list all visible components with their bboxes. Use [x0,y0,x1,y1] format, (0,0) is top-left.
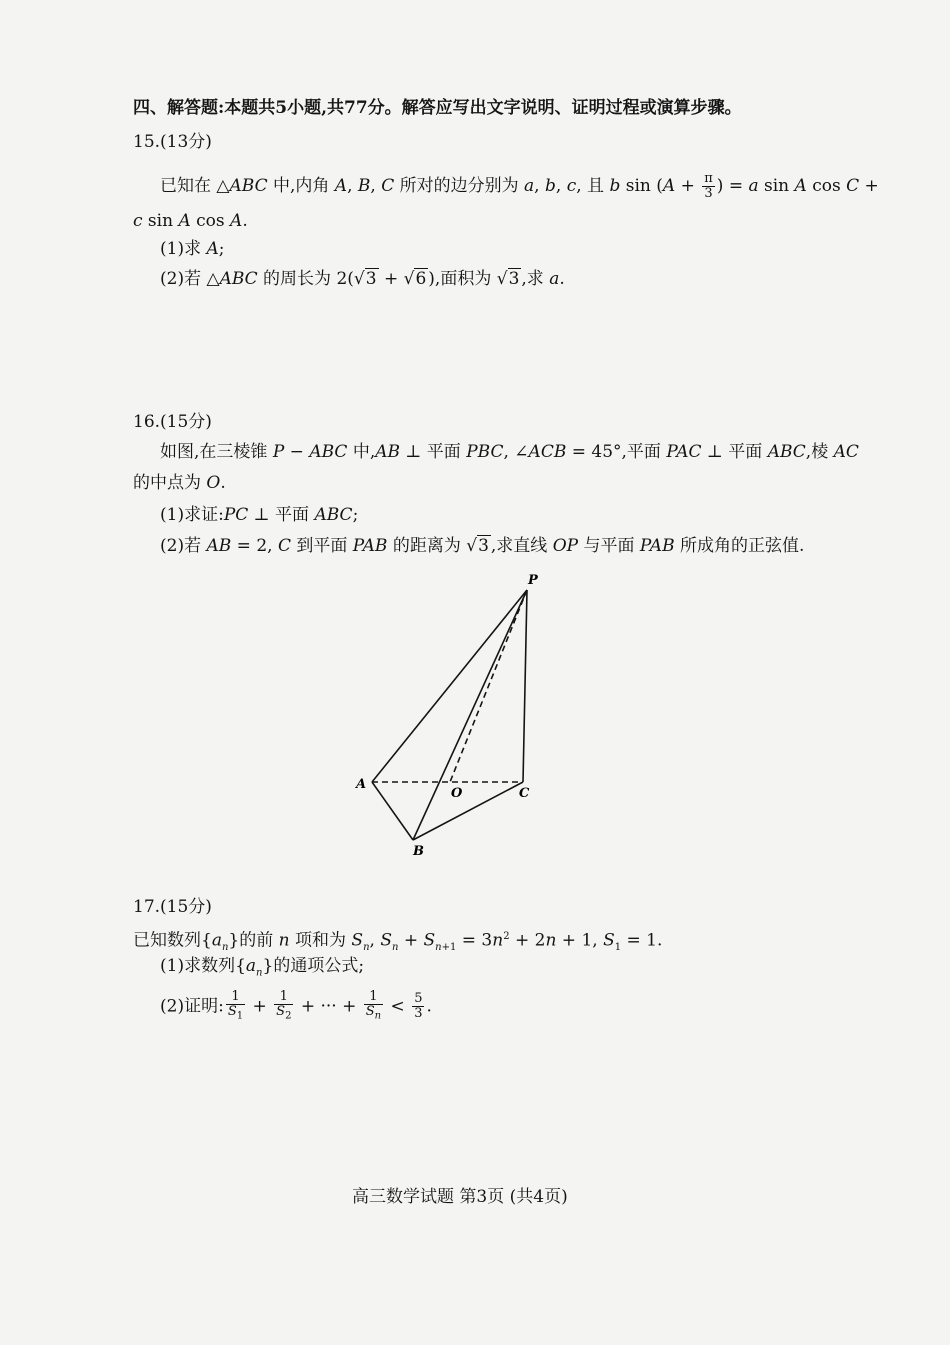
q15-part-1: (1)求 A; [160,239,225,259]
edge-PA [372,590,527,782]
q17-part-2: (2)证明: $\frac{1}{S_1}$ + $\frac{1}{S_2}$ + ··· + $\frac{1}{S_n}$ < $\frac{5}{3}$ . [160,989,432,1022]
label-P: P [528,573,538,588]
q17-number: 17.(15分) [133,897,212,917]
page-footer: 高三数学试题 第3页 (共4页) [352,1187,568,1207]
label-A: A [356,777,367,792]
q16-stem-line-1: 如图,在三棱锥 P − ABC 中,AB ⊥ 平面 PBC, ∠ACB = 45°,平面 PAC ⊥ 平面 ABC,棱 AC [160,442,859,462]
segment-PO-hidden [450,590,527,782]
section-heading: 四、解答题:本题共5小题,共77分。解答应写出文字说明、证明过程或演算步骤。 [133,98,742,118]
q16-stem-line-2: 的中点为 O. [133,473,226,493]
edge-AB [372,782,413,840]
edge-PC [523,590,527,782]
q15-part-2: (2)若 △ABC 的周长为 2(√3 + √6 ),面积为 √3 ,求 a. [160,269,565,289]
q15-number: 15.(13分) [133,132,212,152]
label-C: C [519,786,530,801]
q17-part-1: (1)求数列$\{a_n\}$的通项公式; [160,956,365,979]
edge-BC [413,782,523,840]
edge-PB [413,590,527,840]
label-B: B [413,844,424,859]
label-O: O [451,786,463,801]
q16-part-2: (2)若 AB = 2, C 到平面 PAB 的距离为 √3 ,求直线 OP 与平面 PAB 所成角的正弦值. [160,536,805,556]
q15-stem-line-1: 已知在 △ABC 中,内角 A, B, C 所对的边分别为 a, b, c, 且 b sin (A + $\frac{\pi}{3}$ ) = a sin A cos C + [160,171,879,201]
q17-stem: 已知数列$\{a_n\}$的前 n 项和为 $S_n$, $S_n + S_{n+1} = 3n^2 + 2n + 1$, $S_1 = 1$. [133,930,663,954]
q15-stem-line-2: c sin A cos A. [133,211,248,231]
q16-part-1: (1)求证:PC ⊥ 平面 ABC; [160,505,359,525]
q16-number: 16.(15分) [133,412,212,432]
